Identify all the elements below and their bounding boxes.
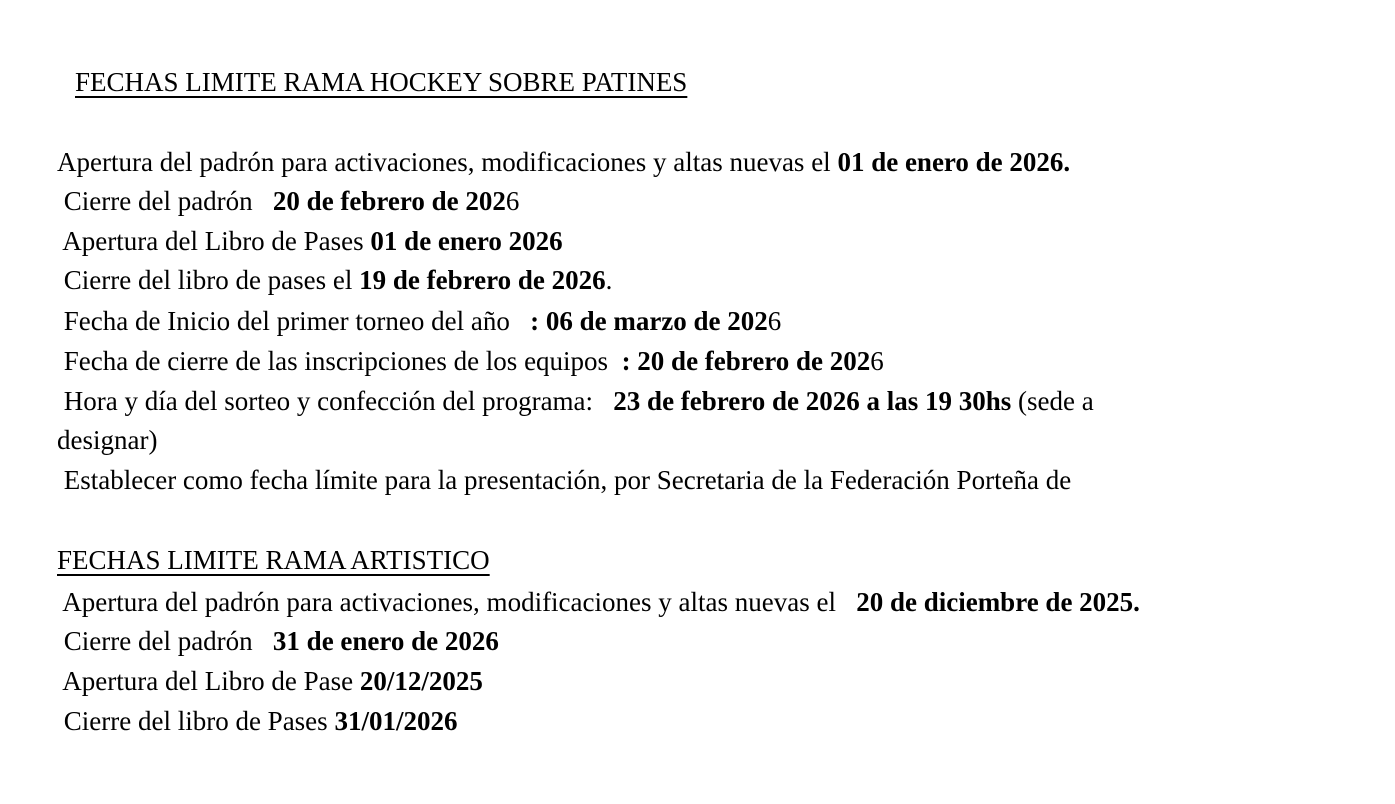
artistico-line-4: Cierre del libro de Pases 31/01/2026 xyxy=(57,706,458,736)
hockey-line-1: Apertura del padrón para activaciones, modificaciones y altas nuevas el 01 de enero de 2026. xyxy=(57,147,1071,177)
hockey-line-5: Fecha de Inicio del primer torneo del año : 06 de marzo de 2026 xyxy=(57,306,782,336)
heading-artistico: FECHAS LIMITE RAMA ARTISTICO xyxy=(57,545,490,575)
hockey-line-2: Cierre del padrón 20 de febrero de 2026 xyxy=(57,186,520,216)
hockey-line-7: Hora y día del sorteo y confección del programa: 23 de febrero de 2026 a las 19 30hs (sede a xyxy=(57,386,1094,416)
hockey-line-8: designar) xyxy=(57,425,158,455)
artistico-line-2: Cierre del padrón 31 de enero de 2026 xyxy=(57,626,499,656)
hockey-line-9: Establecer como fecha límite para la presentación, por Secretaria de la Federación Porteña de xyxy=(57,465,1072,495)
hockey-line-4: Cierre del libro de pases el 19 de febrero de 2026. xyxy=(57,265,613,295)
hockey-line-3: Apertura del Libro de Pases 01 de enero 2026 xyxy=(57,226,563,256)
heading-hockey: FECHAS LIMITE RAMA HOCKEY SOBRE PATINES xyxy=(75,67,688,97)
hockey-line-6: Fecha de cierre de las inscripciones de los equipos : 20 de febrero de 2026 xyxy=(57,346,884,376)
artistico-line-1: Apertura del padrón para activaciones, modificaciones y altas nuevas el 20 de diciembre de 2025. xyxy=(57,587,1140,617)
artistico-line-3: Apertura del Libro de Pase 20/12/2025 xyxy=(57,666,483,696)
